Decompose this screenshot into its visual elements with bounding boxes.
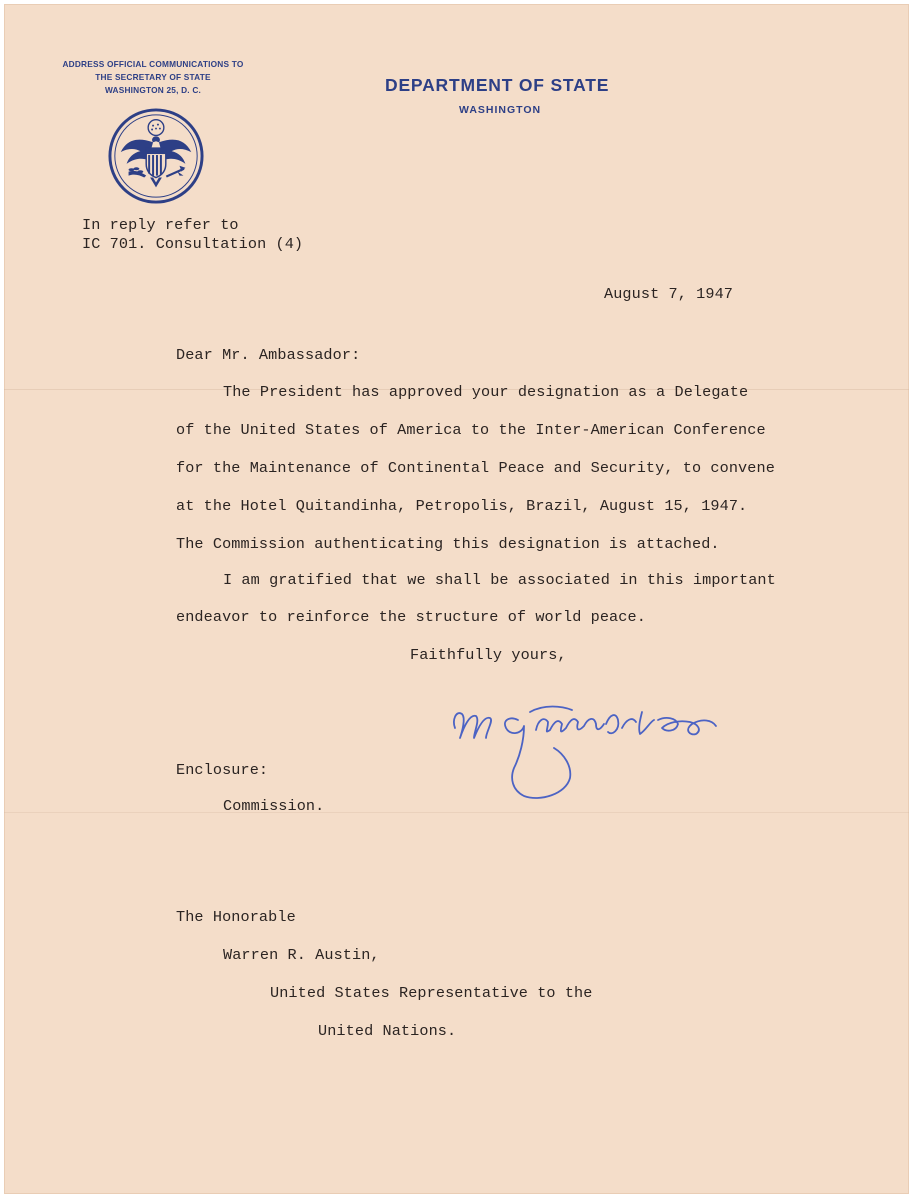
letterhead-address-line-1: ADDRESS OFFICIAL COMMUNICATIONS TO <box>62 59 244 69</box>
reference-line-1: In reply refer to <box>82 216 239 234</box>
addressee-line-4: United Nations. <box>318 1022 457 1040</box>
addressee-line-2: Warren R. Austin, <box>223 946 380 964</box>
reference-line-2: IC 701. Consultation (4) <box>82 235 304 253</box>
handwritten-signature <box>440 690 730 810</box>
body-paragraph-1-line-1: The President has approved your designation as a Delegate <box>223 383 749 401</box>
body-paragraph-2-line-1: I am gratified that we shall be associated in this important <box>223 571 776 589</box>
letterhead-address-line-2: THE SECRETARY OF STATE <box>95 72 211 82</box>
letterhead-title: DEPARTMENT OF STATE <box>385 75 610 95</box>
addressee-line-1: The Honorable <box>176 908 296 926</box>
body-paragraph-2-line-2: endeavor to reinforce the structure of world peace. <box>176 608 646 626</box>
salutation: Dear Mr. Ambassador: <box>176 346 361 364</box>
enclosure-label: Enclosure: <box>176 761 269 779</box>
letterhead-address-line-3: WASHINGTON 25, D. C. <box>104 85 202 95</box>
closing: Faithfully yours, <box>410 646 567 664</box>
body-paragraph-1-line-5: The Commission authenticating this designation is attached. <box>176 535 720 553</box>
letter-date: August 7, 1947 <box>604 285 733 303</box>
fold-crease-lower <box>4 812 909 813</box>
body-paragraph-1-line-2: of the United States of America to the Inter-American Conference <box>176 421 766 439</box>
body-paragraph-1-line-4: at the Hotel Quitandinha, Petropolis, Brazil, August 15, 1947. <box>176 497 748 515</box>
body-paragraph-1-line-3: for the Maintenance of Continental Peace and Security, to convene <box>176 459 775 477</box>
letterhead-subtitle: WASHINGTON <box>459 104 542 116</box>
addressee-line-3: United States Representative to the <box>270 984 593 1002</box>
letterhead-address <box>58 58 248 97</box>
great-seal-icon <box>107 107 205 205</box>
enclosure-item: Commission. <box>223 797 325 815</box>
